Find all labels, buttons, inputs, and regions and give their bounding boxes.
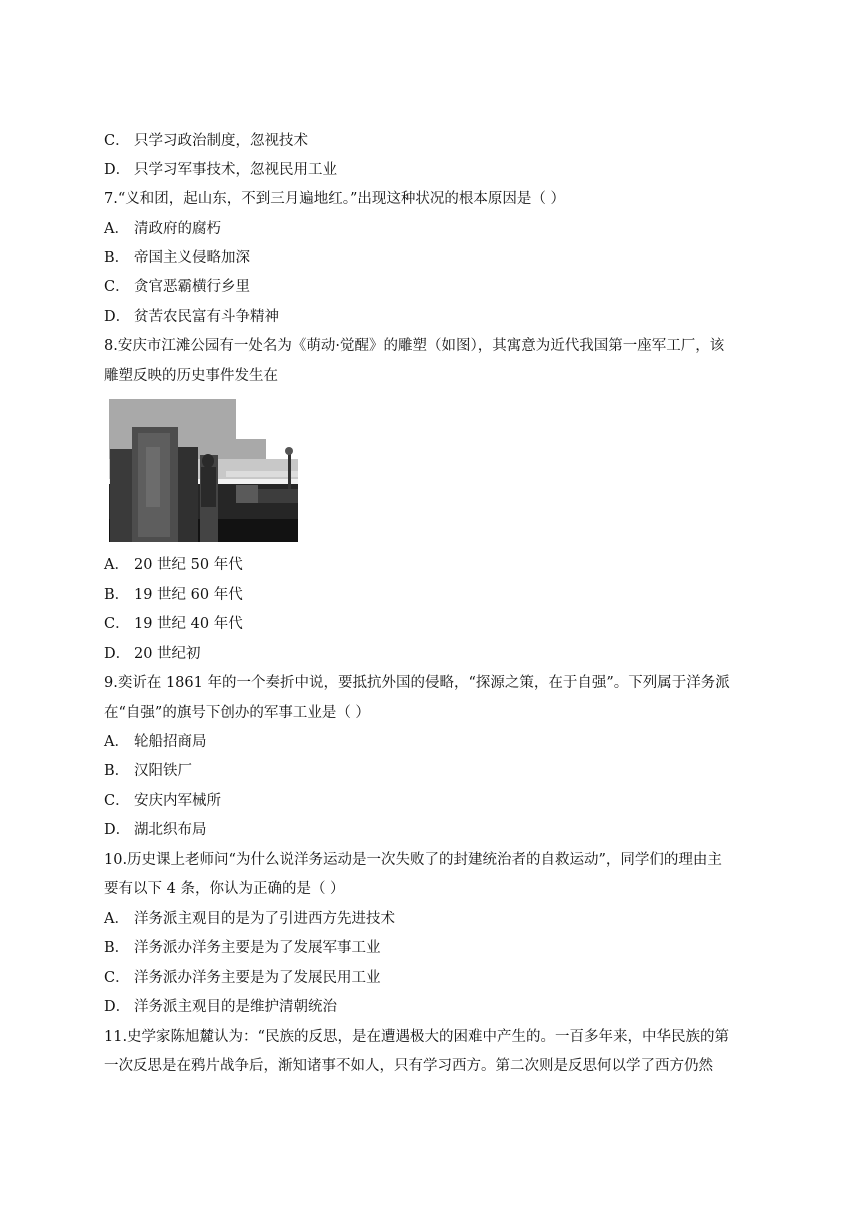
q9-option-c xyxy=(104,791,221,811)
option-letter: B． xyxy=(104,250,130,266)
option-letter: D． xyxy=(104,999,131,1015)
option-letter: A． xyxy=(104,734,129,750)
option-letter: B． xyxy=(104,763,130,779)
option-text: 贪官恶霸横行乡里 xyxy=(134,279,250,295)
option-letter: B． xyxy=(104,587,130,603)
option-text: 洋务派办洋务主要是为了发展军事工业 xyxy=(134,940,381,956)
option-text: 清政府的腐朽 xyxy=(134,221,221,237)
option-letter: A． xyxy=(104,557,129,573)
q10-stem-line2: 要有以下 4 条，你认为正确的是（ ） xyxy=(104,881,345,897)
q6-option-c xyxy=(104,131,308,151)
q8-option-c xyxy=(104,614,243,634)
option-letter: D． xyxy=(104,646,131,662)
q10-stem-line1: 10.历史课上老师问“为什么说洋务运动是一次失败了的封建统治者的自救运动”，同学们的理由主 xyxy=(104,852,722,868)
option-text: 帝国主义侵略加深 xyxy=(134,250,250,266)
q7-stem: 7.“义和团，起山东，不到三月遍地红。”出现这种状况的根本原因是（ ） xyxy=(104,191,566,207)
option-text: 洋务派主观目的是维护清朝统治 xyxy=(134,999,337,1015)
option-text: 汉阳铁厂 xyxy=(134,763,192,779)
option-letter: C． xyxy=(104,793,130,809)
option-letter: C． xyxy=(104,616,130,632)
option-letter: A． xyxy=(104,221,129,237)
option-text: 20 世纪 50 年代 xyxy=(134,557,243,573)
option-letter: D． xyxy=(104,309,131,325)
q8-stem-line2: 雕塑反映的历史事件发生在 xyxy=(104,368,278,384)
option-text: 安庆内军械所 xyxy=(134,793,221,809)
q6-option-d xyxy=(104,160,337,180)
q10-option-c xyxy=(104,968,381,988)
option-text: 湖北织布局 xyxy=(134,822,207,838)
q8-stem-line1: 8.安庆市江滩公园有一处名为《萌动·觉醒》的雕塑（如图），其寓意为近代我国第一座军工厂，该 xyxy=(104,338,725,354)
q7-option-a xyxy=(104,219,221,239)
option-text: 19 世纪 60 年代 xyxy=(134,587,243,603)
option-text: 贫苦农民富有斗争精神 xyxy=(134,309,279,325)
option-letter: D． xyxy=(104,822,131,838)
option-letter: D． xyxy=(104,162,131,178)
option-letter: C． xyxy=(104,133,130,149)
q8-option-d xyxy=(104,644,201,664)
q7-option-b xyxy=(104,248,250,268)
option-text: 19 世纪 40 年代 xyxy=(134,616,243,632)
q10-option-a xyxy=(104,909,395,929)
q8-option-b xyxy=(104,585,243,605)
option-text: 20 世纪初 xyxy=(134,646,201,662)
option-letter: B． xyxy=(104,940,130,956)
option-text: 洋务派办洋务主要是为了发展民用工业 xyxy=(134,970,381,986)
option-text: 只学习政治制度，忽视技术 xyxy=(134,133,308,149)
option-text: 洋务派主观目的是为了引进西方先进技术 xyxy=(134,911,395,927)
option-letter: C． xyxy=(104,970,130,986)
q7-option-d xyxy=(104,307,279,327)
option-text: 轮船招商局 xyxy=(134,734,207,750)
q9-stem-line2: 在“自强”的旗号下创办的军事工业是（ ） xyxy=(104,705,370,721)
q9-stem-line1: 9.奕䜣在 1861 年的一个奏折中说，要抵抗外国的侵略，“探源之策，在于自强”。下列属于洋务派 xyxy=(104,675,730,691)
q7-option-c xyxy=(104,277,250,297)
q10-option-d xyxy=(104,997,337,1017)
option-letter: A． xyxy=(104,911,129,927)
q10-option-b xyxy=(104,938,381,958)
option-letter: C． xyxy=(104,279,130,295)
q11-stem-line1: 11.史学家陈旭麓认为：“民族的反思，是在遭遇极大的困难中产生的。一百多年来，中华民族的第 xyxy=(104,1029,729,1045)
q9-option-d xyxy=(104,820,207,840)
option-text: 只学习军事技术，忽视民用工业 xyxy=(134,162,337,178)
q9-option-b xyxy=(104,761,192,781)
sculpture-photo xyxy=(106,399,298,542)
q9-option-a xyxy=(104,732,207,752)
q8-option-a xyxy=(104,555,243,575)
q11-stem-line2: 一次反思是在鸦片战争后，渐知诸事不如人，只有学习西方。第二次则是反思何以学了西方仍然 xyxy=(104,1058,713,1074)
